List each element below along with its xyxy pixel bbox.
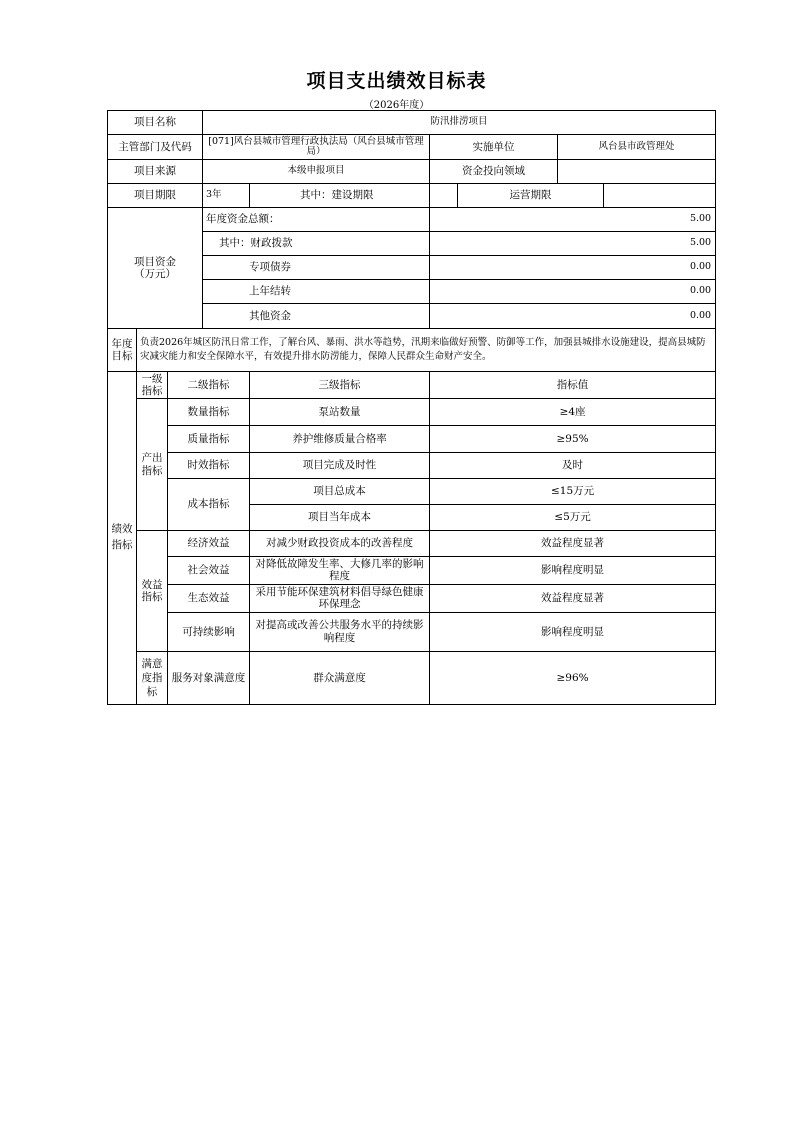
level3-cell: 采用节能环保建筑材料倡导绿色健康环保理念 [250,585,430,613]
fund-row-value: 0.00 [430,256,716,280]
indicator-row [108,557,716,585]
construction-period-label: 其中：建设期限 [250,184,430,208]
department-value: [071]风台县城市管理行政执法局（风台县城市管理局） [203,135,430,160]
indicator-row [108,479,716,505]
project-name-label: 项目名称 [108,111,203,135]
level3-header: 三级指标 [250,372,430,399]
level2-cell: 生态效益 [168,585,250,613]
fund-row-label: 其中：财政拨款 [203,232,430,256]
annual-goal-label: 年度目标 [108,329,137,372]
indicator-row [108,652,716,705]
level3-cell: 养护维修质量合格率 [250,426,430,453]
level2-cell: 质量指标 [168,426,250,453]
fiscal-year: （2026年度） [363,100,430,111]
indicator-row [108,585,716,613]
indicator-value: 及时 [430,453,716,479]
cost-indicators-label: 成本指标 [168,479,250,531]
level2-cell: 时效指标 [168,453,250,479]
indicator-row [108,426,716,453]
level3-cell: 项目总成本 [250,479,430,505]
fund-row [108,208,716,232]
output-indicators-label: 产出指标 [137,399,168,531]
level2-cell: 数量指标 [168,399,250,426]
fund-row-label: 专项债券 [203,256,430,280]
construction-period-value [430,184,458,208]
level2-cell: 服务对象满意度 [168,652,250,705]
fund-row-value: 5.00 [430,232,716,256]
level2-cell: 可持续影响 [168,613,250,652]
department-row [108,135,716,160]
level2-header: 二级指标 [168,372,250,399]
performance-indicators-label: 绩效指标 [108,372,137,705]
level2-cell: 经济效益 [168,531,250,557]
indicator-value: ≤15万元 [430,479,716,505]
period-row [108,184,716,208]
source-row [108,160,716,184]
operation-period-value [604,184,716,208]
page-title: 项目支出绩效目标表 [306,70,487,92]
level1-header: 一级指标 [137,372,168,399]
level3-cell: 对减少财政投资成本的改善程度 [250,531,430,557]
project-name-value: 防汛排涝项目 [203,111,716,135]
level3-cell: 群众满意度 [250,652,430,705]
investment-field-value [558,160,716,184]
indicator-value: 效益程度显著 [430,585,716,613]
project-period-value: 3年 [203,184,250,208]
fund-row-value: 0.00 [430,304,716,329]
project-source-value: 本级申报项目 [203,160,430,184]
benefit-indicators-label: 效益指标 [137,531,168,652]
indicator-value: ≥4座 [430,399,716,426]
indicator-row [108,399,716,426]
project-period-label: 项目期限 [108,184,203,208]
indicator-header-row [108,372,716,399]
indicator-value: 影响程度明显 [430,613,716,652]
fund-row-label: 年度资金总额： [203,208,430,232]
operation-period-label: 运营期限 [458,184,604,208]
indicator-value: ≥96% [430,652,716,705]
fund-row-label: 上年结转 [203,280,430,304]
project-funds-label: 项目资金（万元） [108,208,203,329]
indicator-value: 影响程度明显 [430,557,716,585]
indicator-row [108,453,716,479]
indicator-value: ≤5万元 [430,505,716,531]
indicator-row [108,613,716,652]
level3-cell: 泵站数量 [250,399,430,426]
level3-cell: 对提高或改善公共服务水平的持续影响程度 [250,613,430,652]
level2-cell: 社会效益 [168,557,250,585]
annual-goal-row [108,329,716,372]
level3-cell: 项目完成及时性 [250,453,430,479]
performance-target-table [107,110,716,705]
implementing-unit-value: 风台县市政管理处 [558,135,716,160]
fund-row-label: 其他资金 [203,304,430,329]
project-source-label: 项目来源 [108,160,203,184]
level3-cell: 对降低故障发生率、大修几率的影响程度 [250,557,430,585]
department-label: 主管部门及代码 [108,135,203,160]
project-name-row [108,111,716,135]
investment-field-label: 资金投向领域 [430,160,558,184]
annual-goal-text: 负责2026年城区防汛日常工作，了解台风、暴雨、洪水等趋势，汛期来临做好预警、防御等工作，加强县城排水设施建设，提高县城防灾减灾能力和安全保障水平，有效提升排水防涝能力，保障人民群众生命财产安全。 [137,329,716,372]
level3-cell: 项目当年成本 [250,505,430,531]
indicator-row [108,531,716,557]
indicator-value: ≥95% [430,426,716,453]
satisfaction-indicators-label: 满意度指标 [137,652,168,705]
indicator-value-header: 指标值 [430,372,716,399]
indicator-value: 效益程度显著 [430,531,716,557]
fund-row-value: 5.00 [430,208,716,232]
implementing-unit-label: 实施单位 [430,135,558,160]
fund-row-value: 0.00 [430,280,716,304]
